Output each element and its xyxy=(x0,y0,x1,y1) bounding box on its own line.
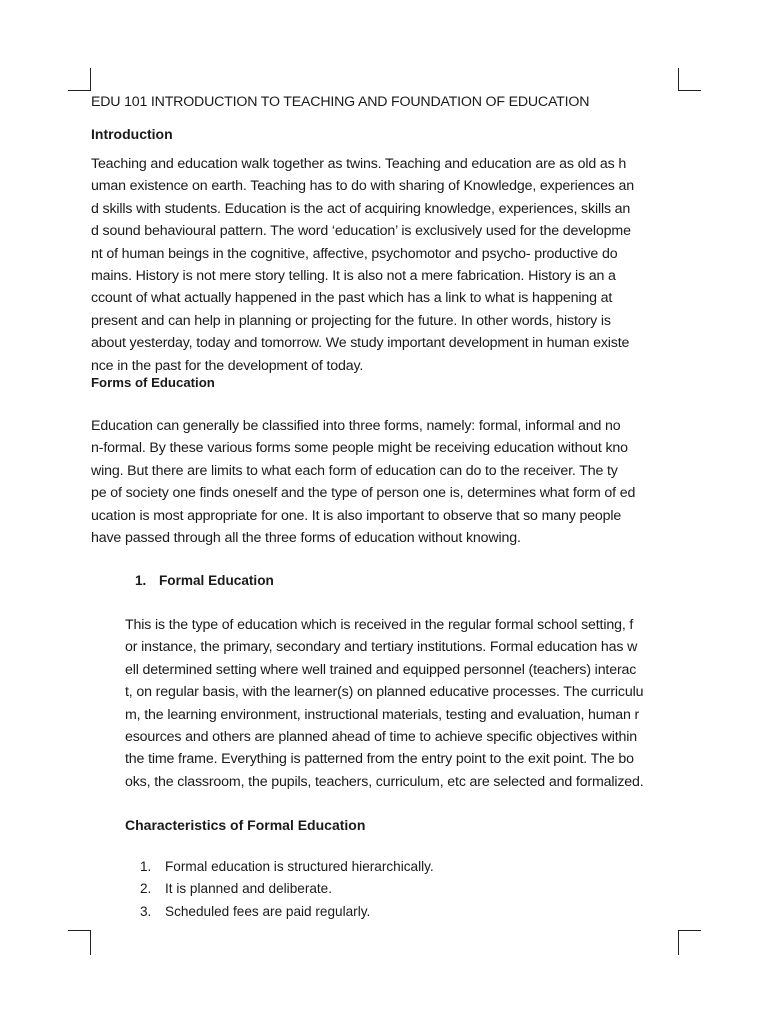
paragraph-line: mains. History is not mere story telling. It is also not a mere fabrication. History is an a xyxy=(91,267,616,284)
paragraph-line: esources and others are planned ahead of time to achieve specific objectives within xyxy=(125,728,638,745)
crop-mark-top-right xyxy=(678,68,701,91)
paragraph-line: t, on regular basis, with the learner(s) on planned educative processes. The curriculu xyxy=(125,684,644,701)
characteristics-list xyxy=(140,856,434,923)
paragraph-line: m, the learning environment, instructional materials, testing and evaluation, human r xyxy=(125,706,640,723)
document-title: EDU 101 INTRODUCTION TO TEACHING AND FOUNDATION OF EDUCATION xyxy=(91,94,590,110)
characteristics-heading: Characteristics of Formal Education xyxy=(125,817,366,833)
paragraph-line: This is the type of education which is received in the regular formal school setting, f xyxy=(125,617,634,633)
paragraph-line: the time frame. Everything is patterned from the entry point to the exit point. The bo xyxy=(125,751,634,768)
formal-education-paragraph xyxy=(125,614,644,793)
paragraph-line: nt of human beings in the cognitive, affective, psychomotor and psycho- productive do xyxy=(91,245,618,262)
section-title-text: Formal Education xyxy=(159,573,274,588)
paragraph-line: d sound behavioural pattern. The word ‘education’ is exclusively used for the developme xyxy=(91,223,631,240)
paragraph-line: nce in the past for the development of today. xyxy=(91,357,364,374)
section-number: 1. xyxy=(135,573,147,588)
introduction-paragraph xyxy=(91,153,634,377)
paragraph-line: Teaching and education walk together as twins. Teaching and education are as old as h xyxy=(91,156,627,172)
crop-mark-bottom-right xyxy=(678,930,701,955)
list-item: 3. Scheduled fees are paid regularly. xyxy=(140,903,371,919)
paragraph-line: Education can generally be classified into three forms, namely: formal, informal and no xyxy=(91,418,621,434)
paragraph-line: n-formal. By these various forms some people might be receiving education without kno xyxy=(91,440,628,457)
introduction-heading: Introduction xyxy=(91,126,173,142)
list-item: 1. Formal education is structured hierarchically. xyxy=(140,859,434,874)
forms-paragraph xyxy=(91,415,635,549)
paragraph-line: about yesterday, today and tomorrow. We study important development in human existe xyxy=(91,335,630,352)
paragraph-line: ucation is most appropriate for one. It is also important to observe that so many people xyxy=(91,507,622,524)
forms-heading: Forms of Education xyxy=(91,375,215,390)
list-item: 2. It is planned and deliberate. xyxy=(140,881,333,897)
paragraph-line: d skills with students. Education is the act of acquiring knowledge, experiences, skills an xyxy=(91,200,631,217)
paragraph-line: wing. But there are limits to what each form of education can do to the receiver. The ty xyxy=(91,462,618,479)
paragraph-line: ell determined setting where well trained and equipped personnel (teachers) interac xyxy=(125,661,637,678)
crop-mark-top-left xyxy=(68,68,91,91)
paragraph-line: present and can help in planning or projecting for the future. In other words, history is xyxy=(91,312,611,329)
paragraph-line: pe of society one finds oneself and the type of person one is, determines what form of ed xyxy=(91,485,636,502)
formal-education-heading xyxy=(135,573,274,588)
crop-mark-bottom-left xyxy=(68,930,91,955)
paragraph-line: uman existence on earth. Teaching has to do with sharing of Knowledge, experiences an xyxy=(91,178,635,195)
paragraph-line: or instance, the primary, secondary and tertiary institutions. Formal education has w xyxy=(125,639,638,656)
paragraph-line: oks, the classroom, the pupils, teachers, curriculum, etc are selected and formalized. xyxy=(125,773,644,790)
paragraph-line: ccount of what actually happened in the past which has a link to what is happening at xyxy=(91,290,613,307)
paragraph-line: have passed through all the three forms of education without knowing. xyxy=(91,529,521,546)
